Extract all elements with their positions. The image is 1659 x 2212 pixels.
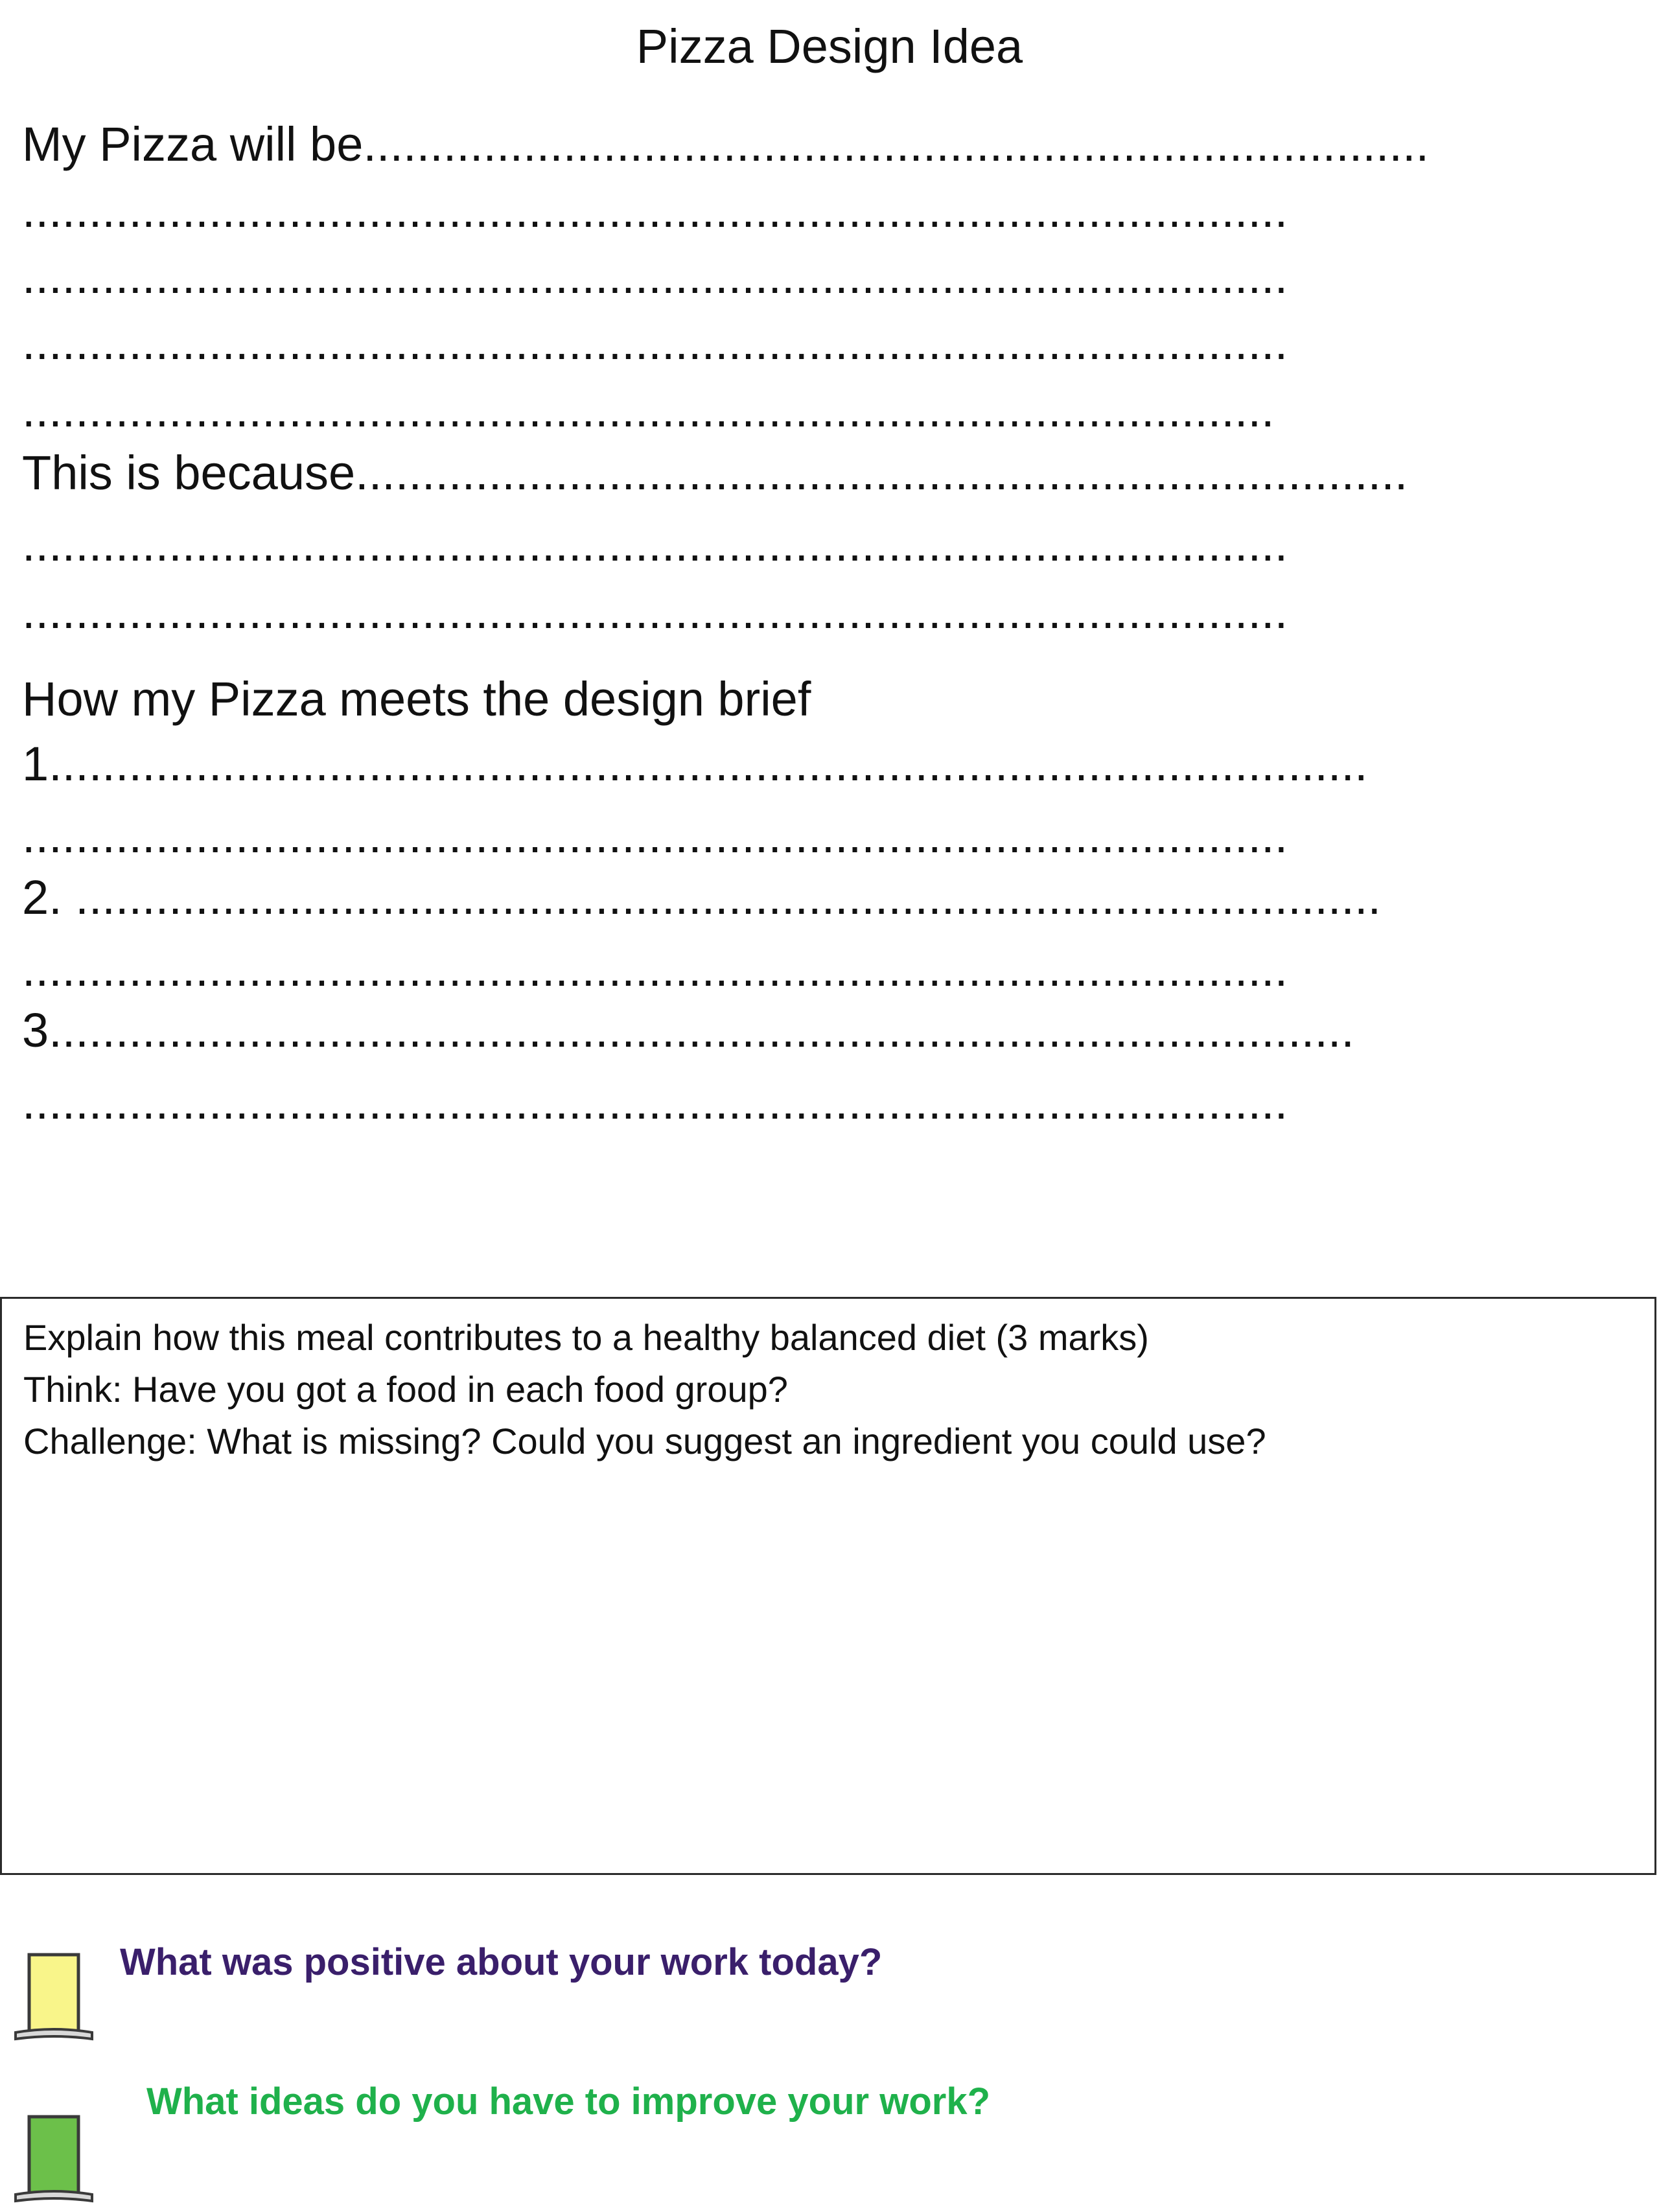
yellow-hat-icon bbox=[12, 1952, 96, 2042]
answer-line[interactable]: ............................................................................................... bbox=[22, 809, 1288, 863]
answer-line[interactable]: ............................................................................................... bbox=[22, 250, 1288, 303]
answer-line[interactable]: ............................................................................................... bbox=[22, 585, 1288, 638]
pizza-will-be-line[interactable]: My Pizza will be................................................................................ bbox=[22, 117, 1430, 171]
brief-point-3-line[interactable]: 3.................................................................................................. bbox=[22, 1003, 1354, 1057]
answer-line[interactable]: ............................................................................................... bbox=[22, 183, 1288, 237]
design-brief-heading: How my Pizza meets the design brief bbox=[22, 672, 811, 726]
healthy-diet-answer-box[interactable] bbox=[0, 1297, 1656, 1875]
answer-line[interactable]: .............................................................................................. bbox=[22, 383, 1275, 437]
improve-reflection-prompt: What ideas do you have to improve your work? bbox=[146, 2080, 990, 2123]
because-line[interactable]: This is because............................................................................... bbox=[22, 446, 1408, 500]
brief-point-1-line[interactable]: 1................................................................................................... bbox=[22, 737, 1368, 791]
answer-line[interactable]: ............................................................................................... bbox=[22, 316, 1288, 369]
page-title: Pizza Design Idea bbox=[636, 19, 1023, 73]
answer-line[interactable]: ............................................................................................... bbox=[22, 942, 1288, 996]
answer-line[interactable]: ............................................................................................... bbox=[22, 517, 1288, 571]
box-think-prompt: Think: Have you got a food in each food group? bbox=[23, 1369, 788, 1410]
positive-reflection-prompt: What was positive about your work today? bbox=[120, 1941, 883, 1983]
brief-point-2-line[interactable]: 2. .................................................................................................. bbox=[22, 870, 1382, 924]
green-hat-icon bbox=[12, 2114, 96, 2204]
box-challenge-prompt: Challenge: What is missing? Could you suggest an ingredient you could use? bbox=[23, 1421, 1266, 1461]
answer-line[interactable]: ............................................................................................... bbox=[22, 1075, 1288, 1129]
box-question: Explain how this meal contributes to a healthy balanced diet (3 marks) bbox=[23, 1317, 1149, 1358]
